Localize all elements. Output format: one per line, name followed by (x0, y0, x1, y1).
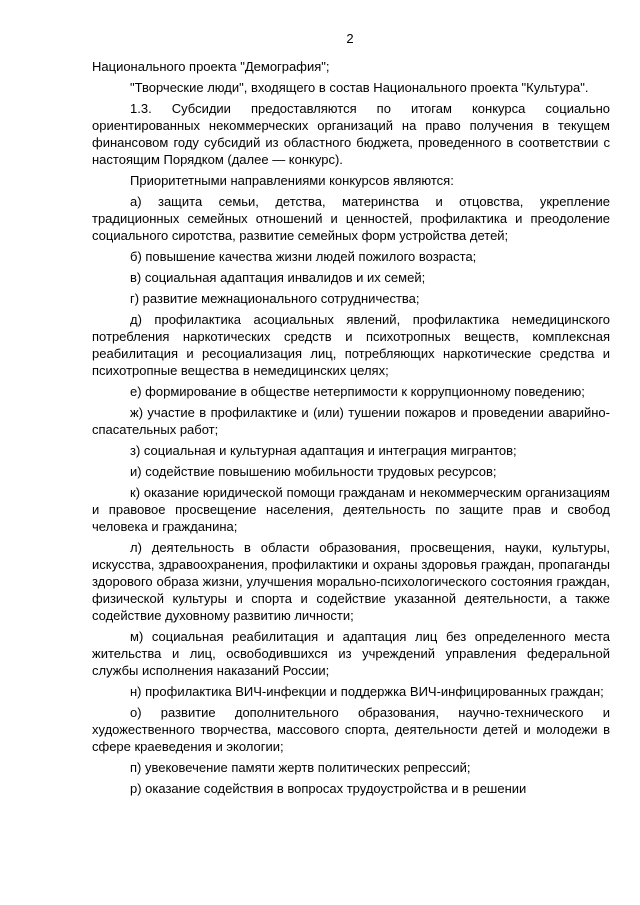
page-number: 2 (346, 31, 354, 46)
paragraph-section-1-3: 1.3. Субсидии предоставляются по итогам конкурса социально ориентированных некоммерческих организаций на право получения в текущем финансовом году субсидий из областного бюджета, проведенного в соответствии с настоящим Порядком (далее — конкурс). (92, 101, 610, 167)
list-item-k: к) оказание юридической помощи гражданам и некоммерческим организациям и правовое просвещение населения, деятельность по защите прав и свобод человека и гражданина; (92, 485, 610, 534)
paragraph-priorities-heading: Приоритетными направлениями конкурсов являются: (130, 173, 454, 188)
list-item-r: р) оказание содействия в вопросах трудоустройства и в решении (130, 781, 527, 796)
document-body (92, 58, 610, 801)
list-item-o: о) развитие дополнительного образования, научно-технического и художественного творчества, массового спорта, деятельности детей и молодежи в сфере краеведения и экологии; (92, 705, 610, 754)
list-item-n: н) профилактика ВИЧ-инфекции и поддержка ВИЧ-инфицированных граждан; (130, 684, 604, 699)
list-item-a: а) защита семьи, детства, материнства и отцовства, укрепление традиционных семейных отношений и ценностей, профилактика и преодоление социального сиротства, развитие семейных форм устройства детей; (92, 194, 610, 243)
list-item-m: м) социальная реабилитация и адаптация лиц без определенного места жительства и лиц, освободившихся из учреждений управления федеральной службы исполнения наказаний России; (92, 629, 610, 678)
list-item-d: д) профилактика асоциальных явлений, профилактика немедицинского потребления наркотических средств и психотропных веществ, комплексная реабилитация и ресоциализация лиц, потребляющих наркотические средства и психотропные вещества в немедицинских целях; (92, 312, 610, 378)
list-item-zh: ж) участие в профилактике и (или) тушении пожаров и проведении аварийно-спасательных работ; (92, 405, 610, 437)
list-item-p: п) увековечение памяти жертв политических репрессий; (130, 760, 471, 775)
list-item-g: г) развитие межнационального сотрудничества; (130, 291, 420, 306)
list-item-e: е) формирование в обществе нетерпимости к коррупционному поведению; (130, 384, 585, 399)
list-item-v: в) социальная адаптация инвалидов и их семей; (130, 270, 426, 285)
list-item-i: и) содействие повышению мобильности трудовых ресурсов; (130, 464, 497, 479)
list-item-b: б) повышение качества жизни людей пожилого возраста; (130, 249, 477, 264)
list-item-l: л) деятельность в области образования, просвещения, науки, культуры, искусства, здравоохранения, профилактики и охраны здоровья граждан, пропаганды здорового образа жизни, улучшения морально-психологического состояния граждан, физической культуры и спорта и содействие указанной деятельности, а также содействие духовному развитию личности; (92, 540, 610, 623)
paragraph-continuation: Национального проекта "Демография"; (92, 59, 330, 74)
list-item-z: з) социальная и культурная адаптация и интеграция мигрантов; (130, 443, 517, 458)
paragraph-creative-people: "Творческие люди", входящего в состав Национального проекта "Культура". (130, 80, 589, 95)
